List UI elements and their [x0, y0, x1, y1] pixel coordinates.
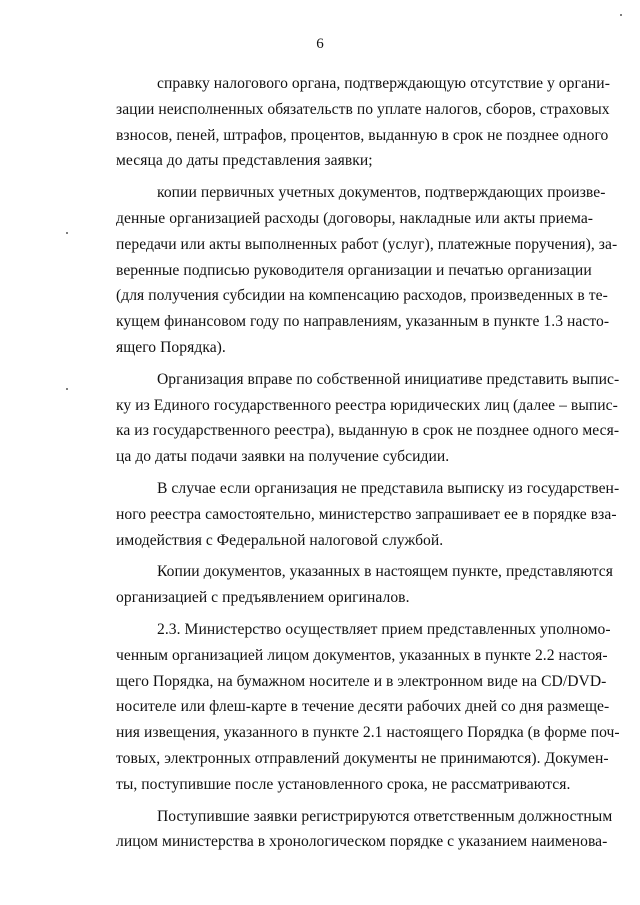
paragraph-registration [75, 804, 613, 856]
text-line: В случае если организация не представила выписку из государствен- [157, 479, 620, 497]
scan-speck [66, 388, 68, 390]
text-line: (для получения субсидии на компенсацию расходов, произведенных в те- [116, 287, 608, 305]
text-line: щего Порядка, на бумажном носителе и в электронном виде на CD/DVD- [116, 672, 607, 690]
text-line: кущем финансовом году по направлениям, указанным в пункте 1.3 насто- [116, 313, 610, 331]
text-line: Организация вправе по собственной инициативе представить выпис- [157, 370, 620, 388]
text-line: ного реестра самостоятельно, министерство запрашивает ее в порядке вза- [116, 505, 617, 523]
paragraph-registry-extract [75, 367, 620, 470]
text-line: лицом министерства в хронологическом порядке с указанием наименова- [116, 833, 608, 851]
text-line: веренные подписью руководителя организации и печатью организации [116, 261, 592, 279]
paragraph-copies [75, 559, 613, 611]
paragraph-section-2-3 [75, 617, 620, 798]
text-line: взносов, пеней, штрафов, процентов, выданную в срок не позднее одного [116, 126, 609, 144]
paragraph-tax-certificate [75, 71, 610, 174]
paragraph-ministry-request [75, 476, 620, 553]
text-line: ку из Единого государственного реестра юридических лиц (далее – выпис- [116, 396, 618, 414]
text-line: Копии документов, указанных в настоящем пункте, представляются [157, 563, 613, 581]
text-line: ченным организацией лицом документов, указанных в пункте 2.2 настоя- [116, 646, 608, 664]
text-line: ящего Порядка). [116, 338, 226, 356]
paragraph-primary-documents [75, 180, 618, 361]
text-line: имодействия с Федеральной налоговой службой. [116, 531, 444, 549]
scan-speck [66, 232, 68, 234]
text-line: ты, поступившие после установленного срока, не рассматриваются. [116, 775, 571, 793]
text-line: ния извещения, указанного в пункте 2.1 настоящего Порядка (в форме поч- [116, 724, 620, 742]
text-line: ца до даты подачи заявки на получение субсидии. [116, 448, 450, 466]
text-line: денные организацией расходы (договоры, накладные или акты приема- [116, 209, 594, 227]
text-line: организацией с предъявлением оригиналов. [116, 589, 410, 607]
text-line: передачи или акты выполненных работ (услуг), платежные поручения), за- [116, 235, 618, 253]
page-number: 6 [316, 36, 324, 52]
text-line: товых, электронных отправлений документы не принимаются). Докумен- [116, 749, 609, 767]
text-line: месяца до даты представления заявки; [116, 152, 373, 170]
text-line: 2.3. Министерство осуществляет прием представленных уполномо- [157, 620, 611, 638]
text-line: носителе или флеш-карте в течение десяти рабочих дней со дня размеще- [116, 698, 610, 716]
text-line: справку налогового органа, подтверждающую отсутствие у органи- [157, 75, 610, 92]
text-line: зации неисполненных обязательств по уплате налогов, сборов, страховых [116, 100, 610, 118]
scan-speck [620, 14, 622, 16]
text-line: копии первичных учетных документов, подтверждающих произве- [157, 184, 606, 202]
text-line: Поступившие заявки регистрируются ответственным должностным [157, 807, 613, 825]
text-line: ка из государственного реестра), выданную в срок не позднее одного меся- [116, 422, 620, 440]
body-text [75, 71, 620, 861]
